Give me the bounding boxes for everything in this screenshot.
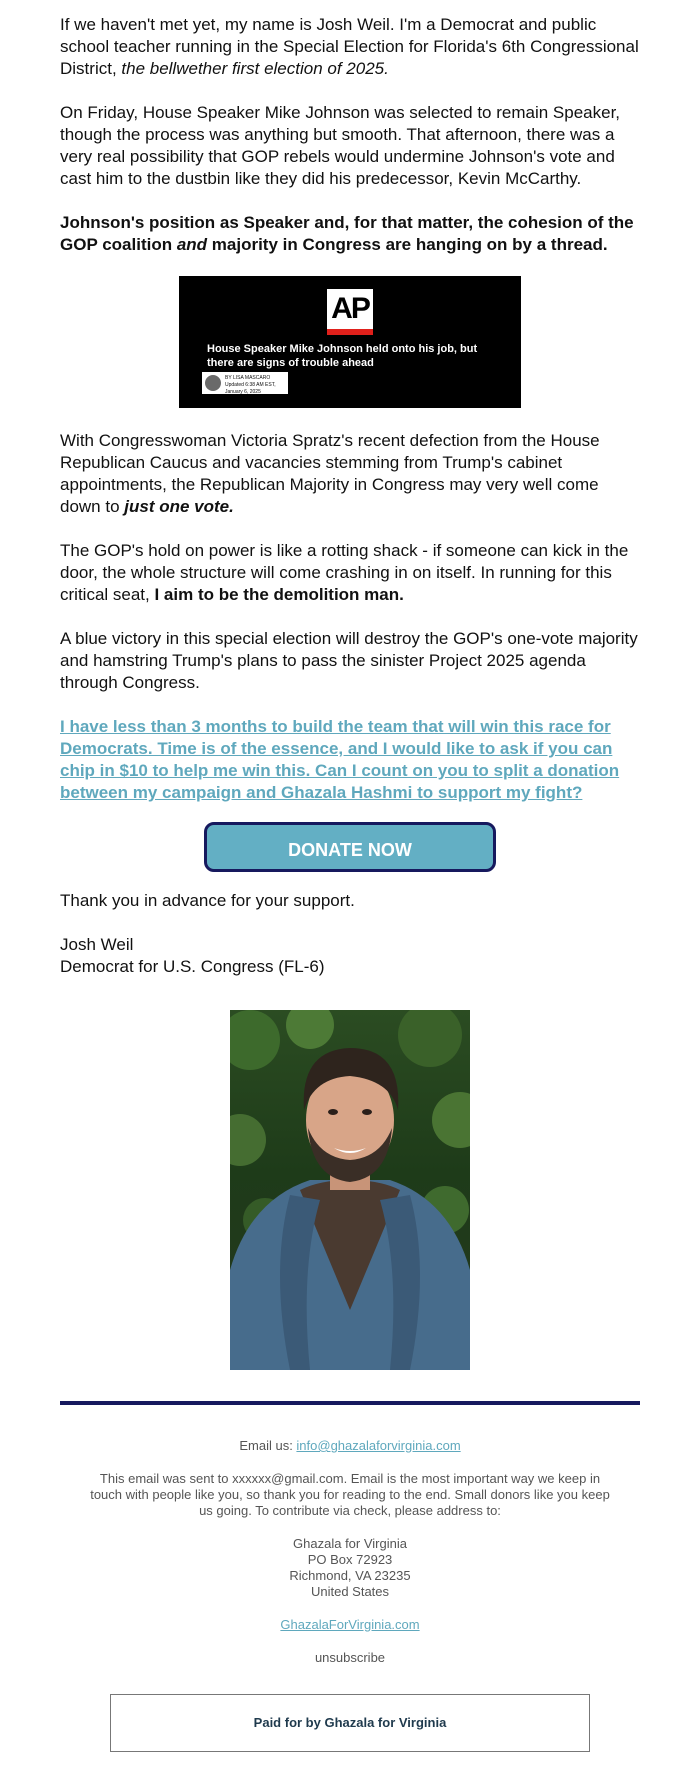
unsubscribe-link[interactable]: unsubscribe [314, 1650, 386, 1665]
defection-emphasis: just one vote. [124, 497, 234, 516]
thanks-text: Thank you in advance for your support. [60, 891, 355, 910]
email-link[interactable]: info@ghazalaforvirginia.com [296, 1438, 461, 1453]
shack-text: The GOP's hold on power is like a rotting shack - if someone can kick in the door, the whole structure will come crashing in on itself. In running for this critical seat, [60, 541, 629, 604]
website-line [90, 1617, 610, 1633]
ap-author: BY LISA MASCARO [225, 375, 271, 381]
candidate-portrait-image [230, 1010, 470, 1370]
email-us-label: Email us: [239, 1438, 297, 1453]
address-line-2: PO Box 72923 [307, 1552, 393, 1567]
speaker-paragraph: On Friday, House Speaker Mike Johnson was selected to remain Speaker, though the process was anything but smooth. That afternoon, there was a very real possibility that GOP rebels would undermine Johnson's vote and cast him to the dustbin like they did his predecessor, Kevin McCarthy. [60, 103, 621, 188]
intro-italic: the bellwether first election of 2025. [121, 59, 389, 78]
mailing-address [90, 1536, 610, 1600]
donate-now-button[interactable]: DONATE NOW [204, 822, 496, 872]
signature-title: Democrat for U.S. Congress (FL-6) [60, 957, 325, 976]
ap-updated: Updated 6:38 AM EST, January 6, 2025 [225, 382, 276, 395]
address-line-4: United States [310, 1584, 390, 1599]
email-body [60, 14, 640, 1370]
footer-divider [60, 1401, 640, 1405]
thread-text-before: Johnson's position as Speaker and, for that matter, the cohesion of the GOP coalition [60, 213, 634, 254]
intro-text: If we haven't met yet, my name is Josh Weil. I'm a Democrat and public school teacher running in the Special Election for Florida's 6th Congressional District, [60, 15, 639, 78]
address-line-3: Richmond, VA 23235 [289, 1568, 411, 1583]
signature-name: Josh Weil [60, 935, 134, 954]
paid-for-disclaimer: Paid for by Ghazala for Virginia [110, 1694, 590, 1752]
footer [90, 1438, 610, 1683]
author-avatar-icon [205, 375, 221, 391]
signature [60, 934, 640, 978]
defection-paragraph [60, 430, 640, 518]
donation-ask-link[interactable]: I have less than 3 months to build the team that will win this race for Democrats. Time is of the essence, and I would like to ask if you can chip in $10 to help me win this. Can I count on you to split a donation between my campaign and Ghazala Hashmi to support my fight? [60, 717, 620, 802]
ap-news-card[interactable] [179, 276, 521, 408]
shack-bold: I aim to be the demolition man. [154, 585, 404, 604]
intro-paragraph [60, 14, 640, 80]
website-link[interactable]: GhazalaForVirginia.com [280, 1617, 420, 1632]
thread-paragraph [60, 212, 640, 256]
ap-byline [202, 372, 288, 394]
ap-logo-red-bar [327, 329, 373, 335]
defection-text: With Congresswoman Victoria Spratz's recent defection from the House Republican Caucus and vacancies stemming from Trump's cabinet appointments, the Republican Majority in Congress may very well come down to [60, 431, 600, 516]
email-us-line [90, 1438, 610, 1454]
thread-text-after: majority in Congress are hanging on by a thread. [207, 235, 608, 254]
candidate-photo [230, 1010, 470, 1370]
ap-logo-text: AP [327, 289, 373, 329]
address-line-1: Ghazala for Virginia [293, 1536, 407, 1551]
ap-headline: House Speaker Mike Johnson held onto his job, but there are signs of trouble ahead [207, 343, 478, 369]
footer-disclaimer: This email was sent to xxxxxx@gmail.com. Email is the most important way we keep in touch with people like you, so thank you for reading to the end. Small donors like you keep us going. To contribute via check, please address to: [90, 1471, 610, 1518]
victory-paragraph: A blue victory in this special election will destroy the GOP's one-vote majority and hamstring Trump's plans to pass the sinister Project 2025 agenda through Congress. [60, 629, 638, 692]
ap-logo [327, 289, 373, 335]
thread-italic: and [176, 235, 208, 254]
shack-paragraph [60, 540, 640, 606]
